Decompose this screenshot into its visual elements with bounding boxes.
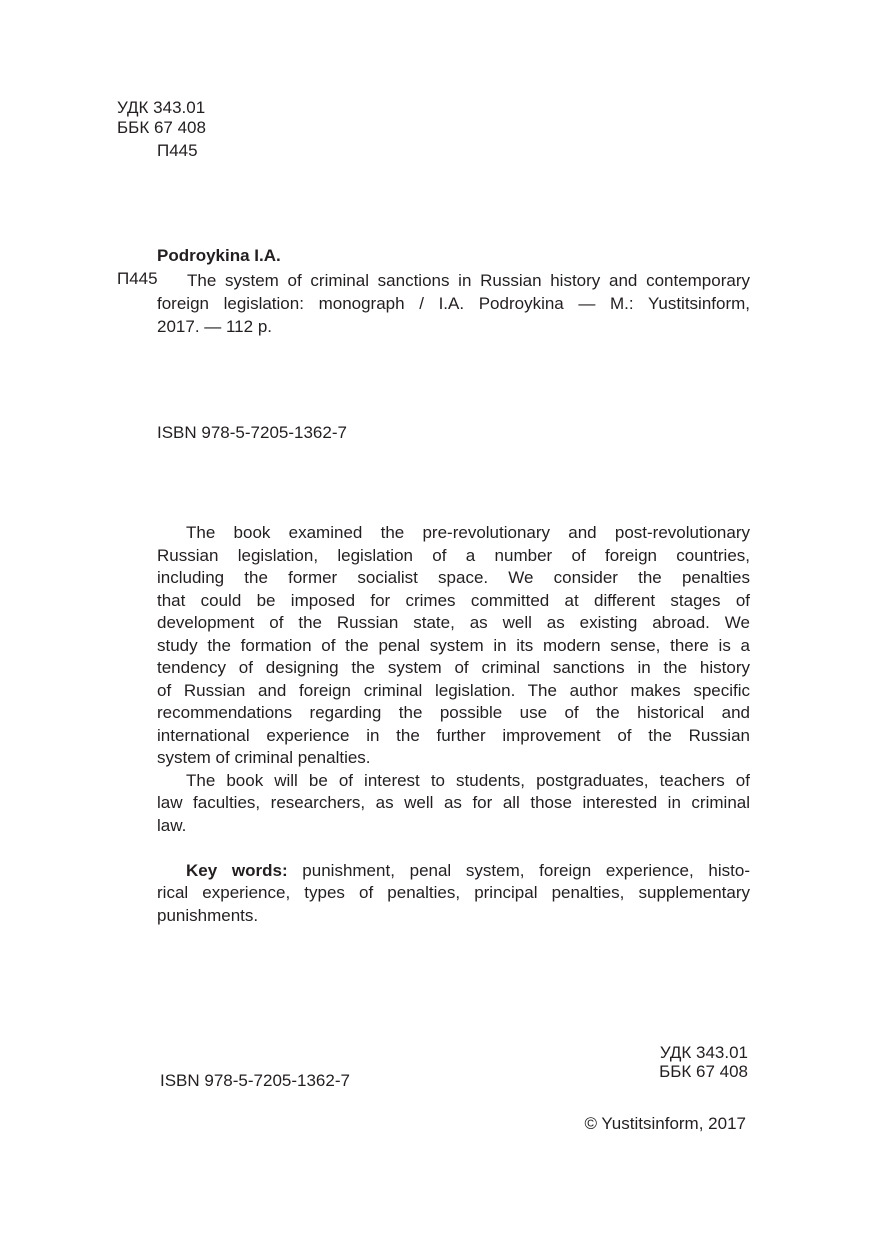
bbk-code-top: ББК 67 408 [117,118,206,137]
abstract-line: Russian legislation, legislation of a number of foreign countries, [157,545,750,565]
udk-code-top: УДК 343.01 [117,98,206,117]
biblio-line: The system of criminal sanctions in Russian history and contemporary [187,271,750,290]
abstract-line: tendency of designing the system of criminal sanctions in the history [157,658,750,677]
bbk-code-bottom: ББК 67 408 [659,1062,748,1081]
abstract-line: including the former socialist space. We consider the penalties [157,568,750,587]
abstract-line: of Russian and foreign criminal legislation. The author makes specific [157,680,750,700]
bibliographic-description [157,269,750,338]
keywords-text: punishment, penal system, foreign experience, histo- [287,860,750,880]
keywords-line: punishments. [157,905,259,925]
abstract-line: system of criminal penalties. [157,748,371,767]
keywords-line [157,860,750,883]
isbn-entry: ISBN 978-5-7205-1362-7 [157,423,347,442]
abstract-line: The book examined the pre-revolutionary and post-revolutionary [186,523,750,542]
udk-code-bottom: УДК 343.01 [659,1043,748,1062]
isbn-footer: ISBN 978-5-7205-1362-7 [160,1071,350,1090]
abstract [157,522,750,927]
abstract-line: The book will be of interest to students, postgraduates, teachers of [186,770,750,790]
paragraph-gap [157,837,750,860]
keywords-line: rical experience, types of penalties, principal penalties, supplementary [157,883,750,902]
abstract-line: that could be imposed for crimes committed at different stages of [157,590,750,610]
author-name: Podroykina I.A. [157,246,281,265]
keywords-label: Key words: [186,860,288,880]
abstract-line: international experience in the further improvement of the Russian [157,725,750,745]
biblio-line: foreign legislation: monograph / I.A. Podroykina — M.: Yustitsinform, [157,294,750,313]
abstract-line: development of the Russian state, as well as existing abroad. We [157,613,750,632]
biblio-line: 2017. — 112 p. [157,317,272,336]
abstract-line: law faculties, researchers, as well as for all those interested in criminal [157,793,750,812]
author-index-entry: П445 [117,269,158,288]
abstract-line: recommendations regarding the possible use of the historical and [157,703,750,722]
copyright: © Yustitsinform, 2017 [584,1114,746,1133]
abstract-line: study the formation of the penal system in its modern sense, there is a [157,635,750,655]
author-index-top: П445 [157,141,198,160]
abstract-line: law. [157,815,187,835]
